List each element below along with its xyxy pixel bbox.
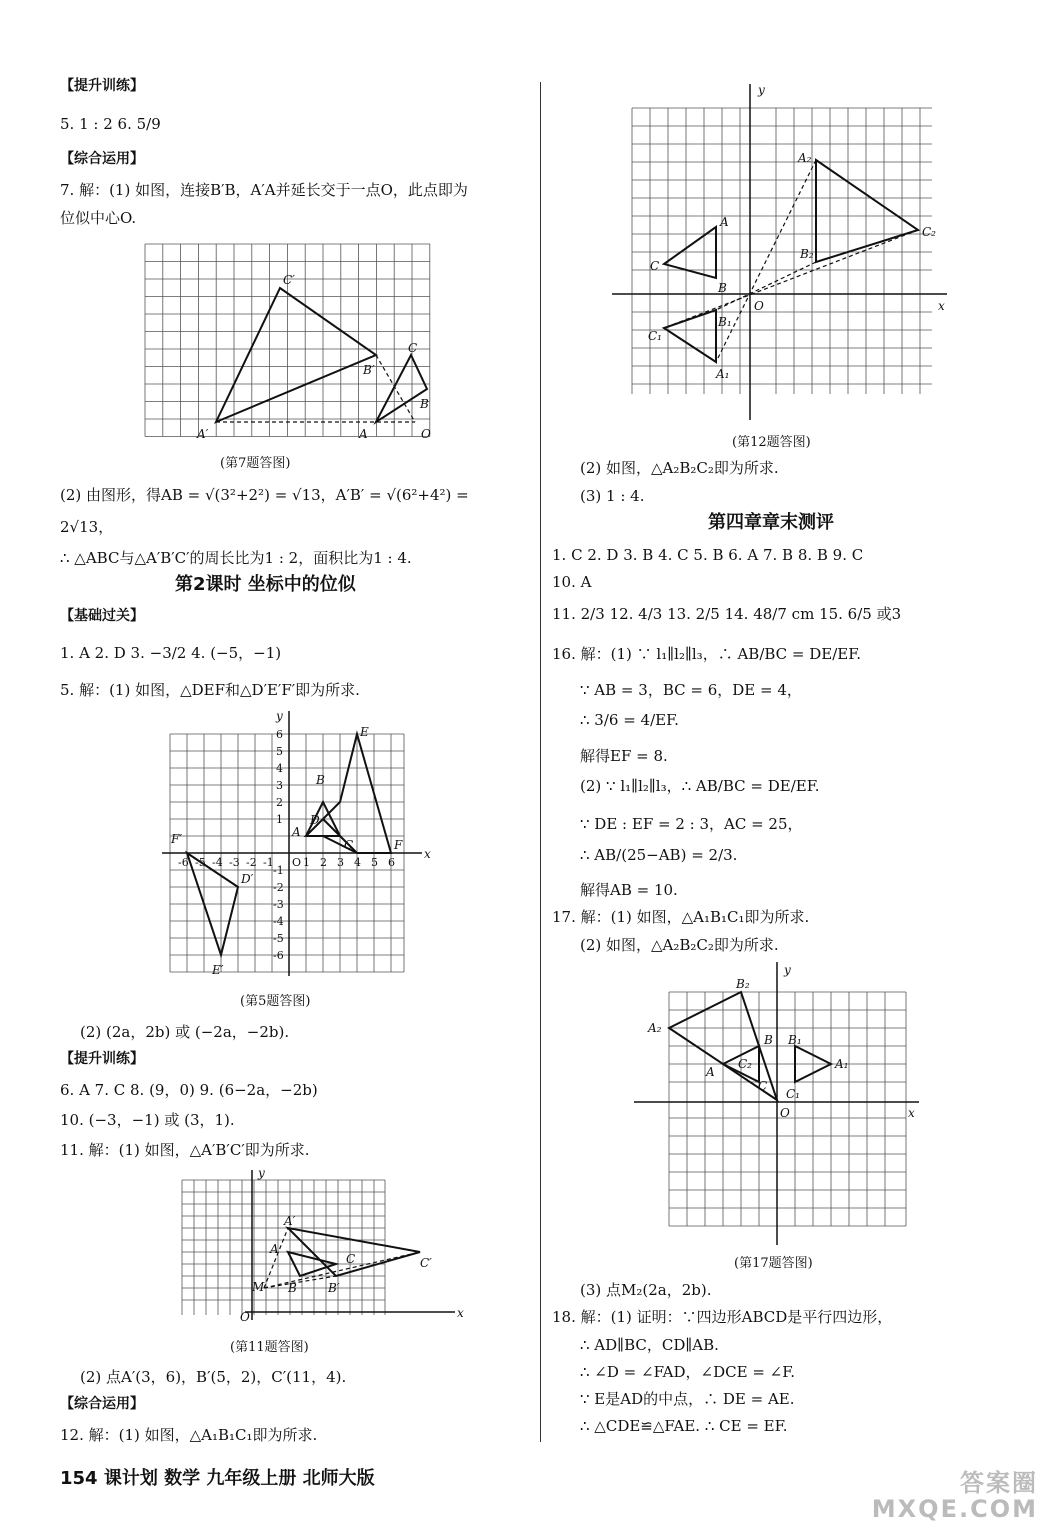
label-c: C: [650, 259, 660, 273]
answer-line: 17. 解：(1) 如图，△A₁B₁C₁即为所求.: [552, 908, 810, 926]
section-heading: 【综合运用】: [60, 151, 144, 167]
label-a-prime: A′: [197, 427, 209, 441]
x-axis-label: x: [938, 299, 945, 313]
label-c1: C₁: [648, 329, 662, 343]
y-tick: 1: [276, 813, 283, 826]
label-c: C: [344, 838, 354, 852]
label-b: B: [288, 1281, 297, 1295]
label-f: F: [394, 838, 403, 852]
label-b: B: [764, 1033, 773, 1047]
label-c-prime: C′: [283, 273, 295, 287]
label-b1: B₁: [788, 1033, 802, 1047]
x-tick: 3: [337, 856, 344, 869]
label-a2: A₂: [798, 151, 812, 165]
dashed-ray-m-a-prime: [264, 1228, 288, 1288]
figure-caption: (第12题答图): [732, 435, 811, 450]
y-tick: -2: [273, 881, 284, 894]
y-tick: 5: [276, 745, 283, 758]
label-a1: A₁: [835, 1057, 849, 1071]
section-heading: 【提升训练】: [60, 78, 144, 94]
watermark-line2: MXQE.COM: [871, 1495, 1038, 1523]
label-c-prime: C′: [420, 1256, 432, 1270]
answer-line: (2) 如图，△A₂B₂C₂即为所求.: [580, 459, 779, 477]
y-tick: -4: [273, 915, 284, 928]
answer-line: 11. 2/3 12. 4/3 13. 2/5 14. 48/7 cm 15. 6/5 或3: [552, 605, 902, 623]
label-origin: O: [240, 1310, 250, 1324]
y-tick: 6: [276, 728, 283, 741]
chapter-title: 第四章章末测评: [708, 512, 834, 533]
label-a-prime: A′: [284, 1214, 296, 1228]
y-tick: -5: [273, 932, 284, 945]
x-axis-label: x: [424, 847, 431, 861]
answer-line: ∴ AD∥BC，CD∥AB.: [580, 1336, 719, 1354]
figure-5: [152, 706, 442, 981]
column-divider: [540, 82, 541, 1442]
answer-line: 5. 解：(1) 如图，△DEF和△D′E′F′即为所求.: [60, 681, 360, 699]
triangle-a1-b1-c1: [664, 310, 716, 362]
label-a2: A₂: [648, 1021, 662, 1035]
x-tick: -4: [212, 856, 223, 869]
answer-line: 16. 解：(1) ∵ l₁∥l₂∥l₃，∴ AB/BC = DE/EF.: [552, 645, 862, 663]
watermark: [872, 1470, 1038, 1522]
label-c2: C₂: [922, 225, 936, 239]
figure-caption: (第7题答图): [220, 456, 291, 471]
label-c: C: [758, 1079, 768, 1093]
answer-line: 12. 解：(1) 如图，△A₁B₁C₁即为所求.: [60, 1426, 318, 1444]
answer-line: 解得AB = 10.: [580, 881, 678, 899]
x-tick: 2: [320, 856, 327, 869]
dashed-a2-a1: [716, 160, 816, 362]
figure-caption: (第11题答图): [230, 1340, 309, 1355]
y-axis-label: y: [258, 1166, 265, 1180]
x-tick-labels: [178, 856, 395, 869]
x-tick: -2: [246, 856, 257, 869]
x-tick: -5: [195, 856, 206, 869]
x-tick: 6: [388, 856, 395, 869]
x-tick: -6: [178, 856, 189, 869]
answer-line: ∴ △CDE≌△FAE. ∴ CE = EF.: [580, 1417, 788, 1435]
answer-line: 1. C 2. D 3. B 4. C 5. B 6. A 7. B 8. B 9. C: [552, 546, 864, 564]
y-tick: -6: [273, 949, 284, 962]
label-e-prime: E′: [212, 963, 224, 977]
label-e: E: [360, 725, 369, 739]
answer-line: (2) 点A′(3，6)，B′(5，2)，C′(11，4).: [80, 1368, 347, 1386]
x-tick: 4: [354, 856, 361, 869]
fig11-grid: [182, 1180, 385, 1315]
answer-line: ∵ AB = 3，BC = 6，DE = 4，: [580, 681, 802, 699]
y-tick-labels: [273, 728, 284, 962]
y-tick: 3: [276, 779, 283, 792]
watermark-line1: 答案圈: [960, 1469, 1038, 1497]
section-heading: 【基础过关】: [60, 608, 144, 624]
answer-line: 位似中心O.: [60, 209, 137, 227]
page-footer: 154 课计划 数学 九年级上册 北师大版: [60, 1468, 375, 1489]
y-axis-label: y: [758, 83, 765, 97]
label-a: A: [706, 1065, 715, 1079]
label-b1: B₁: [718, 315, 732, 329]
label-a: A: [720, 215, 729, 229]
label-b: B: [718, 281, 727, 295]
x-tick: -3: [229, 856, 240, 869]
label-m: M: [252, 1280, 265, 1294]
label-origin: O: [754, 299, 764, 313]
y-axis-label: y: [276, 709, 283, 723]
x-tick: 1: [303, 856, 310, 869]
label-b-prime: B′: [363, 363, 375, 377]
answer-line: (2) ∵ l₁∥l₂∥l₃，∴ AB/BC = DE/EF.: [580, 777, 820, 795]
label-origin: O: [780, 1106, 790, 1120]
dashed-c2-c1: [664, 230, 918, 328]
answer-line: 11. 解：(1) 如图，△A′B′C′即为所求.: [60, 1141, 310, 1159]
answer-line: 18. 解：(1) 证明：∵四边形ABCD是平行四边形，: [552, 1308, 893, 1326]
x-axis-label: x: [457, 1306, 464, 1320]
section-heading: 【提升训练】: [60, 1051, 144, 1067]
answer-line: ∴ 3/6 = 4/EF.: [580, 711, 679, 729]
label-a: A: [292, 825, 301, 839]
answer-line: 5. 1 : 2 6. 5/9: [60, 115, 161, 133]
label-b: B: [316, 773, 325, 787]
y-tick: -3: [273, 898, 284, 911]
answer-line: (2) 由图形，得AB = √(3²+2²) = √13，A′B′ = √(6²+4²) =: [60, 486, 469, 504]
answer-line: 10. A: [552, 573, 592, 591]
figure-17: [634, 960, 934, 1250]
y-tick: 4: [276, 762, 283, 775]
answer-line: 解得EF = 8.: [580, 747, 668, 765]
dashed-b2-b1: [716, 262, 816, 310]
fig12-grid: [632, 108, 932, 394]
label-origin: O: [292, 856, 302, 869]
figure-7: [145, 244, 435, 444]
figure-12: [612, 82, 962, 422]
y-tick: -1: [273, 864, 284, 877]
triangle-abc: [376, 355, 427, 422]
figure-caption: (第17题答图): [734, 1256, 813, 1271]
lesson-title: 第2课时 坐标中的位似: [175, 574, 356, 595]
label-c1: C₁: [786, 1087, 800, 1101]
answer-line: 1. A 2. D 3. −3/2 4. (−5，−1): [60, 644, 282, 662]
y-tick: 2: [276, 796, 283, 809]
label-a: A: [270, 1242, 279, 1256]
label-b2: B₂: [736, 977, 750, 991]
label-d: D: [310, 813, 320, 827]
label-d-prime: D′: [241, 872, 254, 886]
y-axis-label: y: [784, 963, 791, 977]
answer-line: ∴ ∠D = ∠FAD，∠DCE = ∠F.: [580, 1363, 796, 1381]
label-b-prime: B′: [328, 1281, 340, 1295]
answer-line: ∵ E是AD的中点，∴ DE = AE.: [580, 1390, 795, 1408]
x-axis-label: x: [908, 1106, 915, 1120]
label-f-prime: F′: [171, 832, 183, 846]
label-c: C: [346, 1252, 356, 1266]
answer-line: ∵ DE : EF = 2 : 3，AC = 25，: [580, 815, 803, 833]
label-a: A: [359, 427, 368, 441]
answer-line: ∴ AB/(25−AB) = 2/3.: [580, 846, 738, 864]
answer-line: 7. 解：(1) 如图，连接B′B，A′A并延长交于一点O，此点即为: [60, 181, 468, 199]
label-b: B: [420, 397, 429, 411]
triangle-a2-b2-c2: [816, 160, 918, 262]
label-a1: A₁: [716, 367, 730, 381]
answer-line: 2√13，: [60, 518, 114, 536]
answer-line: 10. (−3，−1) 或 (3，1).: [60, 1111, 235, 1129]
x-tick: -1: [263, 856, 274, 869]
figure-caption: (第5题答图): [240, 994, 311, 1009]
answer-line: (3) 点M₂(2a，2b).: [580, 1281, 712, 1299]
dashed-ray-m-b-prime: [264, 1276, 336, 1288]
answer-line: ∴ △ABC与△A′B′C′的周长比为1 : 2，面积比为1 : 4.: [60, 549, 412, 567]
x-tick: 5: [371, 856, 378, 869]
answer-line: 6. A 7. C 8. (9，0) 9. (6−2a，−2b): [60, 1081, 318, 1099]
answer-line: (2) 如图，△A₂B₂C₂即为所求.: [580, 936, 779, 954]
label-c: C: [408, 341, 418, 355]
answer-line: (3) 1 : 4.: [580, 487, 645, 505]
label-c2: C₂: [738, 1057, 752, 1071]
answer-line: (2) (2a，2b) 或 (−2a，−2b).: [80, 1023, 290, 1041]
figure-11: [170, 1165, 470, 1325]
label-o: O: [421, 427, 431, 441]
section-heading: 【综合运用】: [60, 1396, 144, 1412]
label-b2: B₂: [800, 247, 814, 261]
